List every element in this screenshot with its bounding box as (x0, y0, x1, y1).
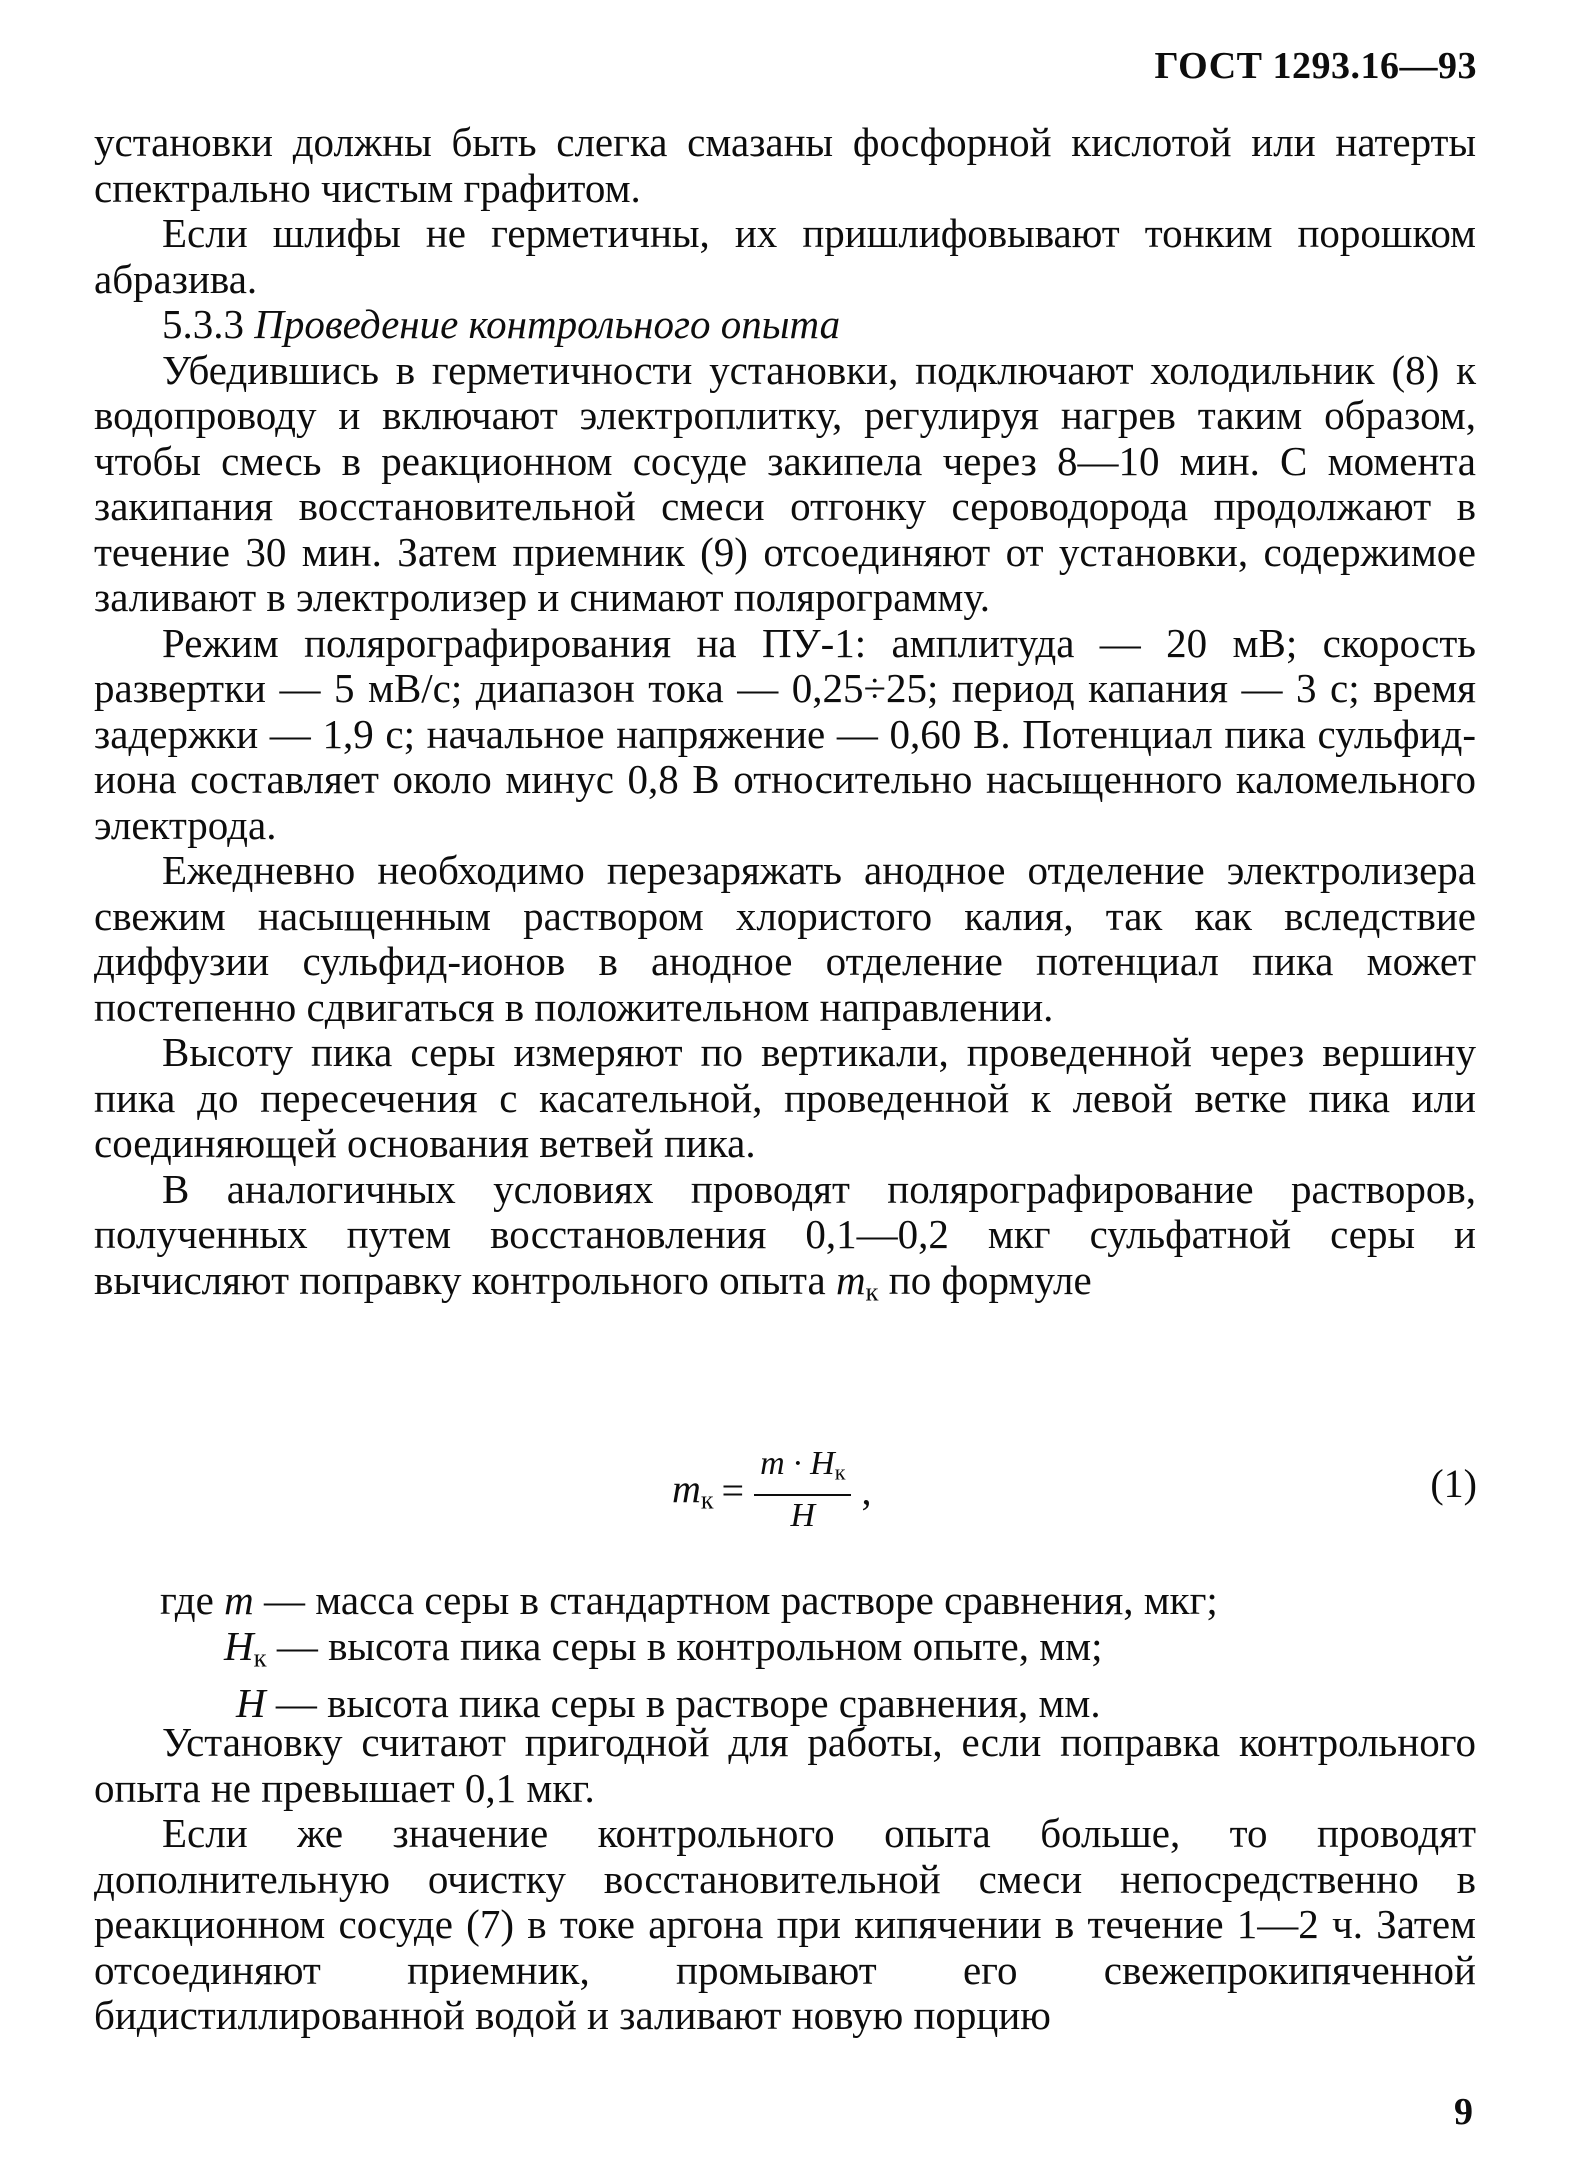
section-title: Проведение контрольного опыта (254, 301, 841, 347)
body-text-top (94, 120, 1476, 1315)
paragraph: Ежедневно необходимо перезаряжать анодное отделение электролизера свежим насыщенным раствором хлористого калия, так как вследствие диффузии сульфид-ионов в анодное отделение потенциал пика может постепенно сдвигаться в положительном направлении. (94, 847, 1476, 1030)
legend-row: $H_к$ — высота пика серы в контрольном опыте, мм; (224, 1622, 1103, 1673)
legend-row: H — высота пика серы в растворе сравнения, мм. (236, 1679, 1101, 1726)
symbol-m-k: $m_к$ (835, 1256, 879, 1307)
paragraph-formula-intro: В аналогичных условиях проводят полярографирование растворов, полученных путем восстановления 0,1—0,2 мкг сульфатной серы и вычисляют поправку контрольного опыта $m_к$ по формуле (94, 1165, 1476, 1307)
page-number: 9 (1454, 2091, 1473, 2133)
paragraph: установки должны быть слегка смазаны фосфорной кислотой или натерты спектрально чистым графитом. (94, 119, 1476, 211)
formula-1 (0, 1430, 1569, 1550)
formula-legend (160, 1578, 1480, 1726)
paragraph: Если шлифы не герметичны, их пришлифовывают тонким порошком абразива. (94, 210, 1476, 302)
legend-row: где m — масса серы в стандартном растворе сравнения, мкг; (160, 1577, 1218, 1623)
formula-number: (1) (1430, 1461, 1477, 1506)
paragraph: Убедившись в герметичности установки, подключают холодильник (8) к водопроводу и включают электроплитку, регулируя нагрев таким образом, чтобы смесь в реакционном сосуде закипела через 8—10 мин. С момента закипания восстановительной смеси отгонку сероводорода продолжают в течение 30 мин. Затем приемник (9) отсоединяют от установки, содержимое заливают в электролизер и снимают полярограмму. (94, 346, 1476, 620)
page-header-standard: ГОСТ 1293.16—93 (1154, 45, 1477, 87)
section-number: 5.3.3 (162, 301, 244, 347)
body-text-bottom (94, 1720, 1476, 2039)
formula-comma: , (861, 1467, 872, 1513)
formula-numerator: $m \cdot H_к$ (754, 1446, 851, 1497)
paragraph: Если же значение контрольного опыта больше, то проводят дополнительную очистку восстановительной смеси непосредственно в реакционном сосуде (7) в токе аргона при кипячении в течение 1—2 ч. Затем отсоединяют приемник, промывают его свежепрокипяченной бидистиллированной водой и заливают новую порцию (94, 1810, 1476, 2038)
formula-denominator: H (790, 1497, 816, 1535)
paragraph: Режим полярографирования на ПУ-1: амплитуда — 20 мВ; скорость развертки — 5 мВ/с; диапазон тока — 0,25÷25; период капания — 3 с; время задержки — 1,9 с; начальное напряжение — 0,60 В. Потенциал пика сульфид-иона составляет около минус 0,8 В относительно насыщенного каломельного электрода. (94, 619, 1476, 848)
formula-fraction (754, 1446, 851, 1535)
formula-lhs: $m_к$ (672, 1465, 714, 1515)
section-heading (94, 302, 1476, 348)
formula-body (672, 1430, 871, 1550)
formula-equals: = (721, 1467, 745, 1513)
paragraph: Высоту пика серы измеряют по вертикали, проведенной через вершину пика до пересечения с касательной, проведенной к левой ветке пика или соединяющей основания ветвей пика. (94, 1029, 1476, 1166)
paragraph: Установку считают пригодной для работы, если поправка контрольного опыта не превышает 0,1 мкг. (94, 1719, 1476, 1811)
